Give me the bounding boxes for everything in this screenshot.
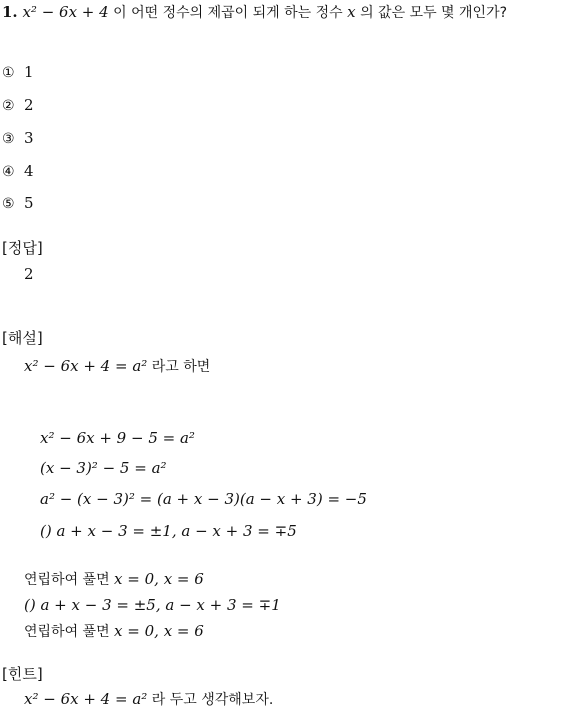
explanation-intro bbox=[24, 356, 210, 377]
question-tail: 의 값은 모두 몇 개인가? bbox=[355, 5, 508, 21]
answer-value: 2 bbox=[24, 265, 34, 283]
choice-mark: ② bbox=[2, 98, 15, 114]
explanation-step-1: x² − 6x + 9 − 5 = a² bbox=[40, 429, 195, 447]
choice-mark: ④ bbox=[2, 164, 15, 180]
explanation-intro-text: 라고 하면 bbox=[147, 359, 211, 375]
explanation-step-3: a² − (x − 3)² = (a + x − 3)(a − x + 3) = −5 bbox=[40, 490, 367, 508]
choice-2[interactable] bbox=[2, 95, 34, 116]
explanation-heading: [해설] bbox=[2, 329, 43, 347]
choice-value: 4 bbox=[24, 162, 34, 180]
question-line bbox=[2, 2, 507, 23]
solve-math: x = 0, x = 6 bbox=[114, 570, 204, 588]
hint-heading: [힌트] bbox=[2, 665, 43, 683]
answer-heading: [정답] bbox=[2, 239, 43, 257]
explanation-step-4: () a + x − 3 = ±1, a − x + 3 = ∓5 bbox=[40, 522, 297, 540]
question-variable: x bbox=[347, 3, 356, 21]
choice-3[interactable] bbox=[2, 128, 34, 149]
solve-text: 연립하여 풀면 bbox=[24, 624, 115, 640]
choice-value: 3 bbox=[24, 129, 34, 147]
choice-mark: ③ bbox=[2, 131, 15, 147]
explanation-step-2: (x − 3)² − 5 = a² bbox=[40, 459, 167, 477]
question-expression: x² − 6x + 4 bbox=[22, 3, 109, 21]
choice-1[interactable] bbox=[2, 62, 34, 83]
explanation-intro-math: x² − 6x + 4 = a² bbox=[24, 357, 148, 375]
solve-math: x = 0, x = 6 bbox=[114, 622, 204, 640]
choice-4[interactable] bbox=[2, 161, 34, 182]
explanation-solve-1 bbox=[24, 569, 204, 590]
choice-value: 1 bbox=[24, 63, 34, 81]
choice-value: 2 bbox=[24, 96, 34, 114]
choice-value: 5 bbox=[24, 194, 34, 212]
explanation-solve-2 bbox=[24, 621, 204, 642]
hint-text: 라 두고 생각해보자. bbox=[147, 692, 274, 708]
explanation-case-2: () a + x − 3 = ±5, a − x + 3 = ∓1 bbox=[24, 596, 281, 614]
choice-mark: ⑤ bbox=[2, 196, 15, 212]
question-text: 이 어떤 정수의 제곱이 되게 하는 정수 bbox=[108, 5, 348, 21]
hint-math: x² − 6x + 4 = a² bbox=[24, 690, 148, 708]
choice-mark: ① bbox=[2, 65, 15, 81]
question-number: 1. bbox=[2, 3, 18, 21]
choice-5[interactable] bbox=[2, 193, 34, 214]
solve-text: 연립하여 풀면 bbox=[24, 572, 115, 588]
hint-line bbox=[24, 689, 273, 710]
